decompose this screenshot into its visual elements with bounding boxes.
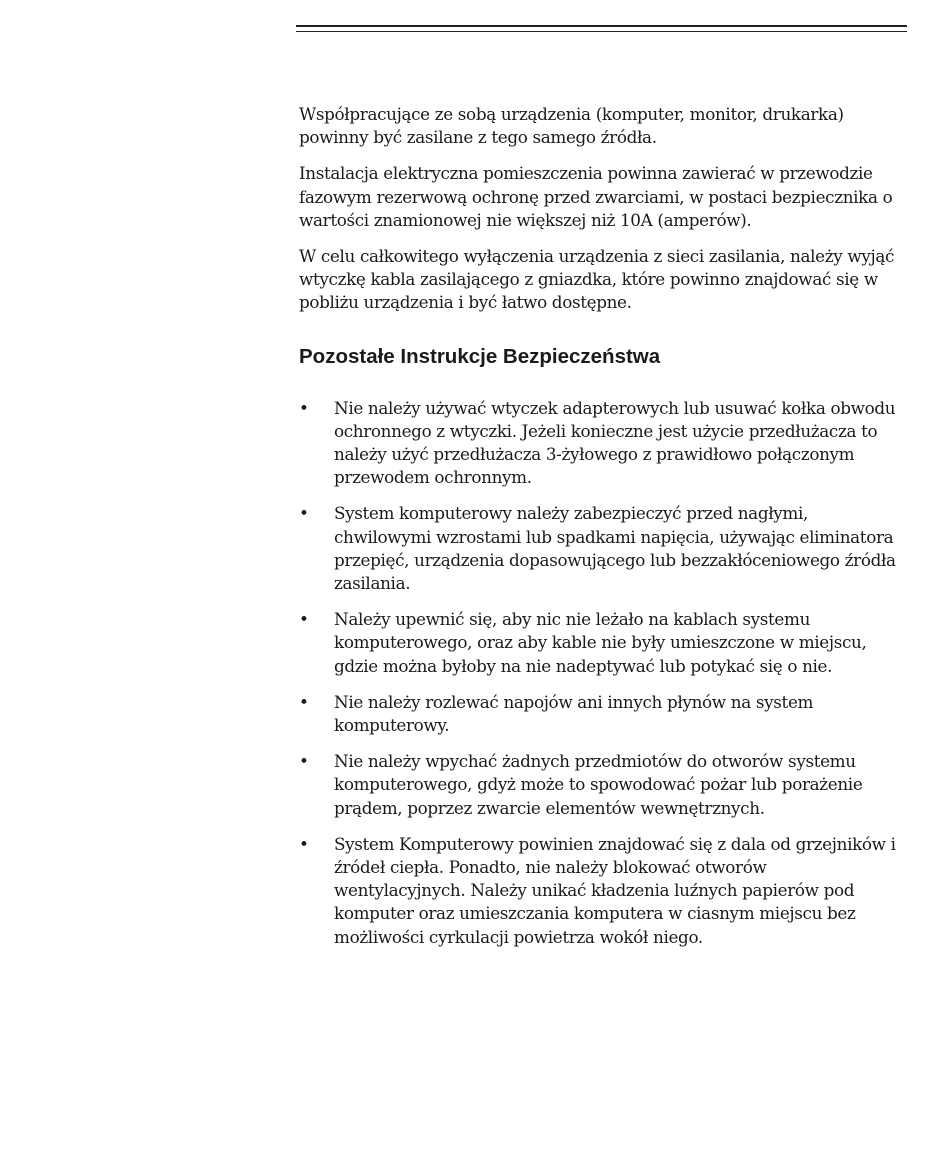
- list-item: [299, 608, 899, 678]
- bullet-icon: •: [299, 609, 309, 630]
- bullet-icon: •: [299, 503, 309, 524]
- list-item-text: Nie należy używać wtyczek adapterowych lub usuwać kołka obwodu ochronnego z wtyczki. Jeżeli konieczne jest użycie przedłużacza to należy użyć przedłużacza 3-żyłowego z prawidłowo połączonym przewodem ochronnym.: [334, 397, 896, 488]
- paragraph-fuse-protection: Instalacja elektryczna pomieszczenia powinna zawierać w przewodzie fazowym rezerwową ochronę przed zwarciami, w postaci bezpiecznika o wartości znamionowej nie większej niż 10A (amperów).: [299, 163, 893, 230]
- list-item-text: Nie należy wpychać żadnych przedmiotów do otworów systemu komputerowego, gdyż może to spowodować pożar lub porażenie prądem, poprzez zwarcie elementów wewnętrznych.: [334, 751, 863, 818]
- bullet-icon: •: [299, 691, 309, 712]
- header-rule-thick: [296, 25, 907, 27]
- list-item: [299, 833, 899, 949]
- section-heading: Pozostałe Instrukcje Bezpieczeństwa: [299, 344, 661, 368]
- bullet-icon: •: [299, 397, 309, 418]
- list-item: [299, 691, 899, 737]
- bullet-icon: •: [299, 751, 309, 772]
- list-item: [299, 750, 899, 820]
- safety-instructions-list: [299, 397, 899, 949]
- paragraph-power-source: Współpracujące ze sobą urządzenia (komputer, monitor, drukarka) powinny być zasilane z tego samego źródła.: [299, 104, 844, 148]
- bullet-icon: •: [299, 833, 309, 854]
- header-rule-thin: [296, 31, 907, 32]
- paragraph-disconnect-power: W celu całkowitego wyłączenia urządzenia z sieci zasilania, należy wyjąć wtyczkę kabla zasilającego z gniazdka, które powinno znajdować się w pobliżu urządzenia i być łatwo dostępne.: [299, 246, 895, 313]
- list-item-text: Należy upewnić się, aby nic nie leżało na kablach systemu komputerowego, oraz aby kable nie były umieszczone w miejscu, gdzie można byłoby na nie nadeptywać lub potykać się o nie.: [334, 609, 867, 676]
- list-item-text: System komputerowy należy zabezpieczyć przed nagłymi, chwilowymi wzrostami lub spadkami napięcia, używając eliminatora przepięć, urządzenia dopasowującego lub bezzakłóceniowego źródła zasilania.: [334, 503, 896, 594]
- list-item: [299, 502, 899, 595]
- list-item: [299, 397, 899, 490]
- list-item-text: System Komputerowy powinien znajdować się z dala od grzejników i źródeł ciepła. Ponadto, nie należy blokować otworów wentylacyjnych. Należy unikać kładzenia luźnych papierów pod komputer oraz umieszczania komputera w ciasnym miejscu bez możliwości cyrkulacji powietrza wokół niego.: [334, 833, 896, 947]
- list-item-text: Nie należy rozlewać napojów ani innych płynów na system komputerowy.: [334, 691, 814, 736]
- page-content: [299, 103, 899, 962]
